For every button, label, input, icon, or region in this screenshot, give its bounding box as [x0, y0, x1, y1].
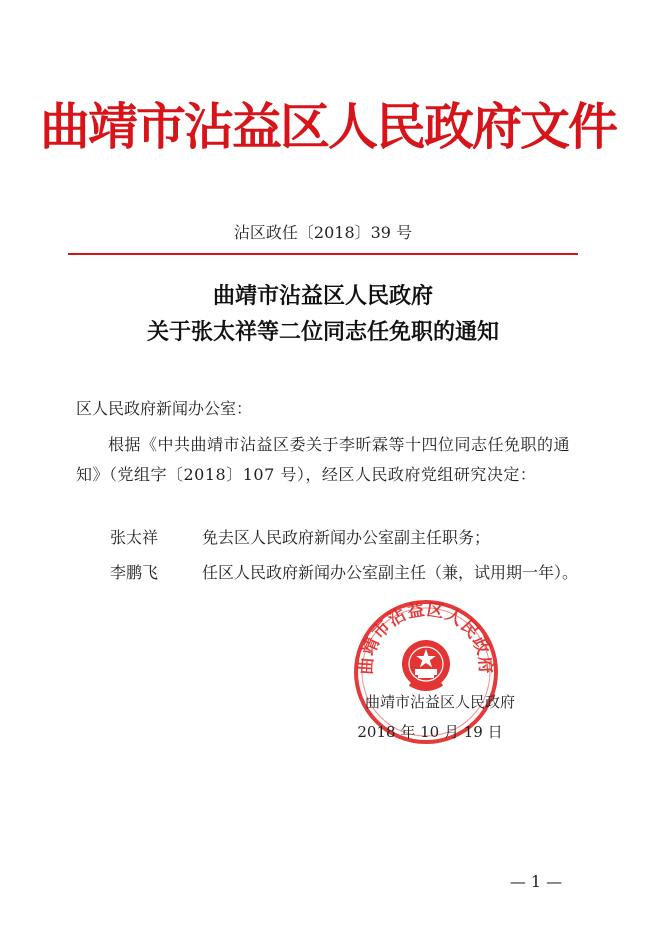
appointment-action: 任区人民政府新闻办公室副主任（兼，试用期一年）。: [202, 563, 579, 582]
signing-authority: 曲靖市沾益区人民政府: [364, 693, 515, 711]
appointee-name: 李鹏飞: [110, 563, 159, 582]
recipient: 区人民政府新闻办公室：: [76, 399, 253, 418]
appointment-row: [110, 523, 610, 553]
notice-title-line-1: 曲靖市沾益区人民政府: [212, 283, 433, 309]
red-separator-line: [68, 253, 578, 255]
national-emblem-icon: [402, 640, 450, 689]
document-header-title: 曲靖市沾益区人民政府文件: [40, 97, 616, 156]
notice-title-line-2: 关于张太祥等二位同志任免职的通知: [146, 319, 499, 345]
appointee-name: 张太祥: [110, 528, 159, 547]
page-number: — 1 —: [509, 872, 563, 891]
appointment-row: [110, 558, 610, 588]
signing-date: 2018 年 10 月 19 日: [357, 723, 503, 741]
notice-title: [40, 278, 606, 350]
appointment-action: 免去区人民政府新闻办公室副主任职务；: [202, 528, 491, 547]
body-paragraph: 根据《中共曲靖市沾益区委关于李昕霖等十四位同志任免职的通知》（党组字〔2018〕107 号），经区人民政府党组研究决定：: [76, 435, 571, 484]
seal-text: 曲靖市沾益区人民政府: [356, 599, 496, 676]
document-number: 沾区政任〔2018〕39 号: [233, 223, 413, 242]
